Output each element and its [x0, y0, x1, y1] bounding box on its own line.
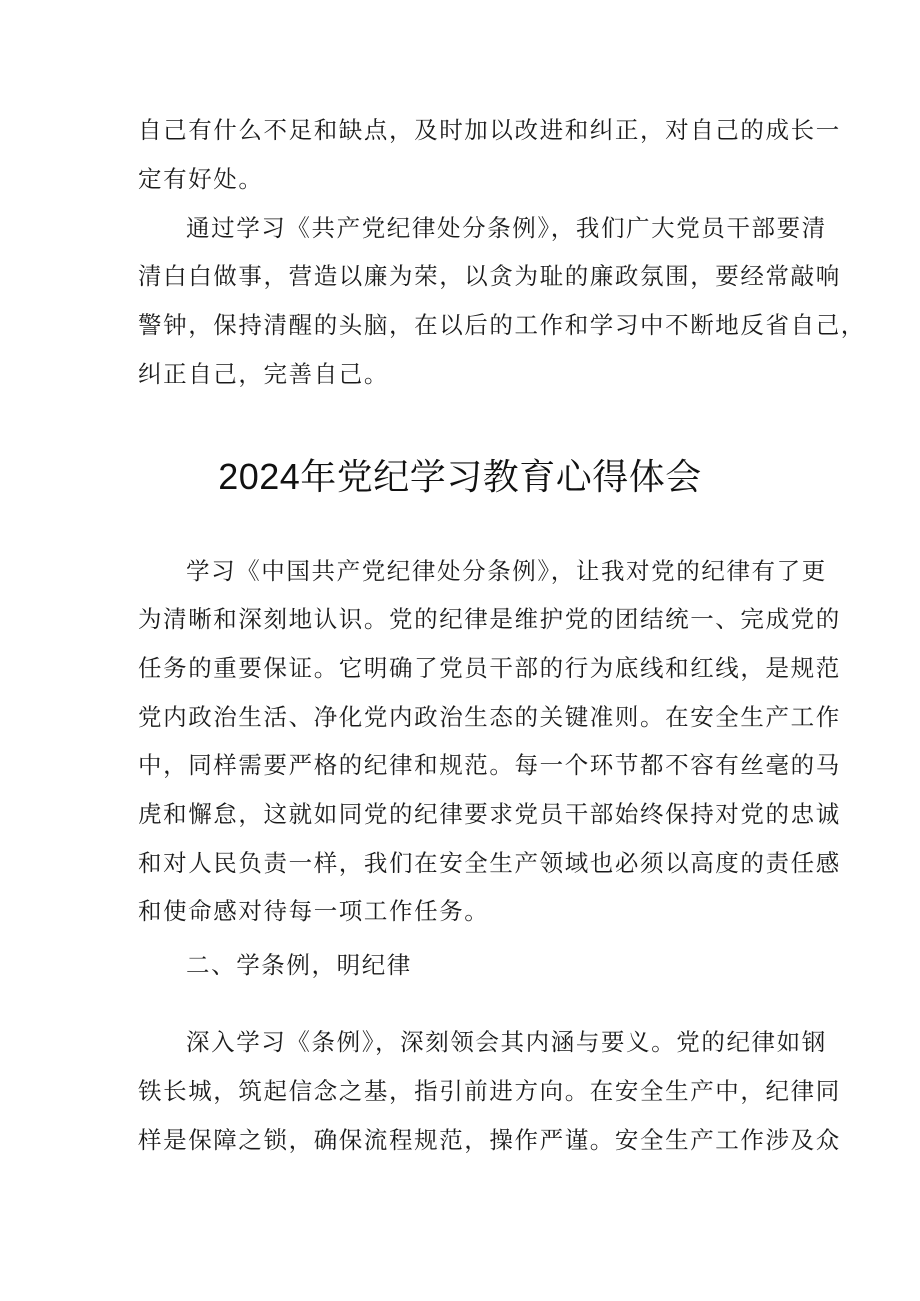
- paragraph-line: 自己有什么不足和缺点，及时加以改进和纠正，对自己的成长一: [138, 116, 841, 144]
- paragraph-line: 警钟，保持清醒的头脑，在以后的工作和学习中不断地反省自己，: [138, 311, 866, 339]
- paragraph-line: 党内政治生活、净化党内政治生态的关键准则。在安全生产工作: [138, 703, 841, 731]
- paragraph-line: 任务的重要保证。它明确了党员干部的行为底线和红线，是规范: [138, 654, 841, 682]
- paragraph-line: 深入学习《条例》，深刻领会其内涵与要义。党的纪律如钢: [186, 1028, 827, 1056]
- paragraph-line: 中，同样需要严格的纪律和规范。每一个环节都不容有丝毫的马: [138, 751, 841, 779]
- paragraph-line: 学习《中国共产党纪律处分条例》，让我对党的纪律有了更: [186, 557, 827, 585]
- paragraph-line: 和对人民负责一样，我们在安全生产领域也必须以高度的责任感: [138, 849, 841, 877]
- paragraph-line: 通过学习《共产党纪律处分条例》，我们广大党员干部要清: [186, 214, 827, 242]
- paragraph-line: 和使命感对待每一项工作任务。: [138, 897, 490, 925]
- paragraph-line: 虎和懈怠，这就如同党的纪律要求党员干部始终保持对党的忠诚: [138, 800, 841, 828]
- paragraph-line: 定有好处。: [138, 165, 264, 193]
- paragraph-line: 样是保障之锁，确保流程规范，操作严谨。安全生产工作涉及众: [138, 1126, 841, 1154]
- section-heading: 二、学条例，明纪律: [186, 951, 412, 979]
- paragraph-line: 清白白做事，营造以廉为荣，以贪为耻的廉政氛围，要经常敲响: [138, 262, 841, 290]
- paragraph-line: 纠正自己，完善自己。: [138, 360, 389, 388]
- paragraph-line: 铁长城，筑起信念之基，指引前进方向。在安全生产中，纪律同: [138, 1077, 841, 1105]
- paragraph-line: 为清晰和深刻地认识。党的纪律是维护党的团结统一、完成党的: [138, 605, 841, 633]
- document-title: 2024年党纪学习教育心得体会: [218, 456, 702, 497]
